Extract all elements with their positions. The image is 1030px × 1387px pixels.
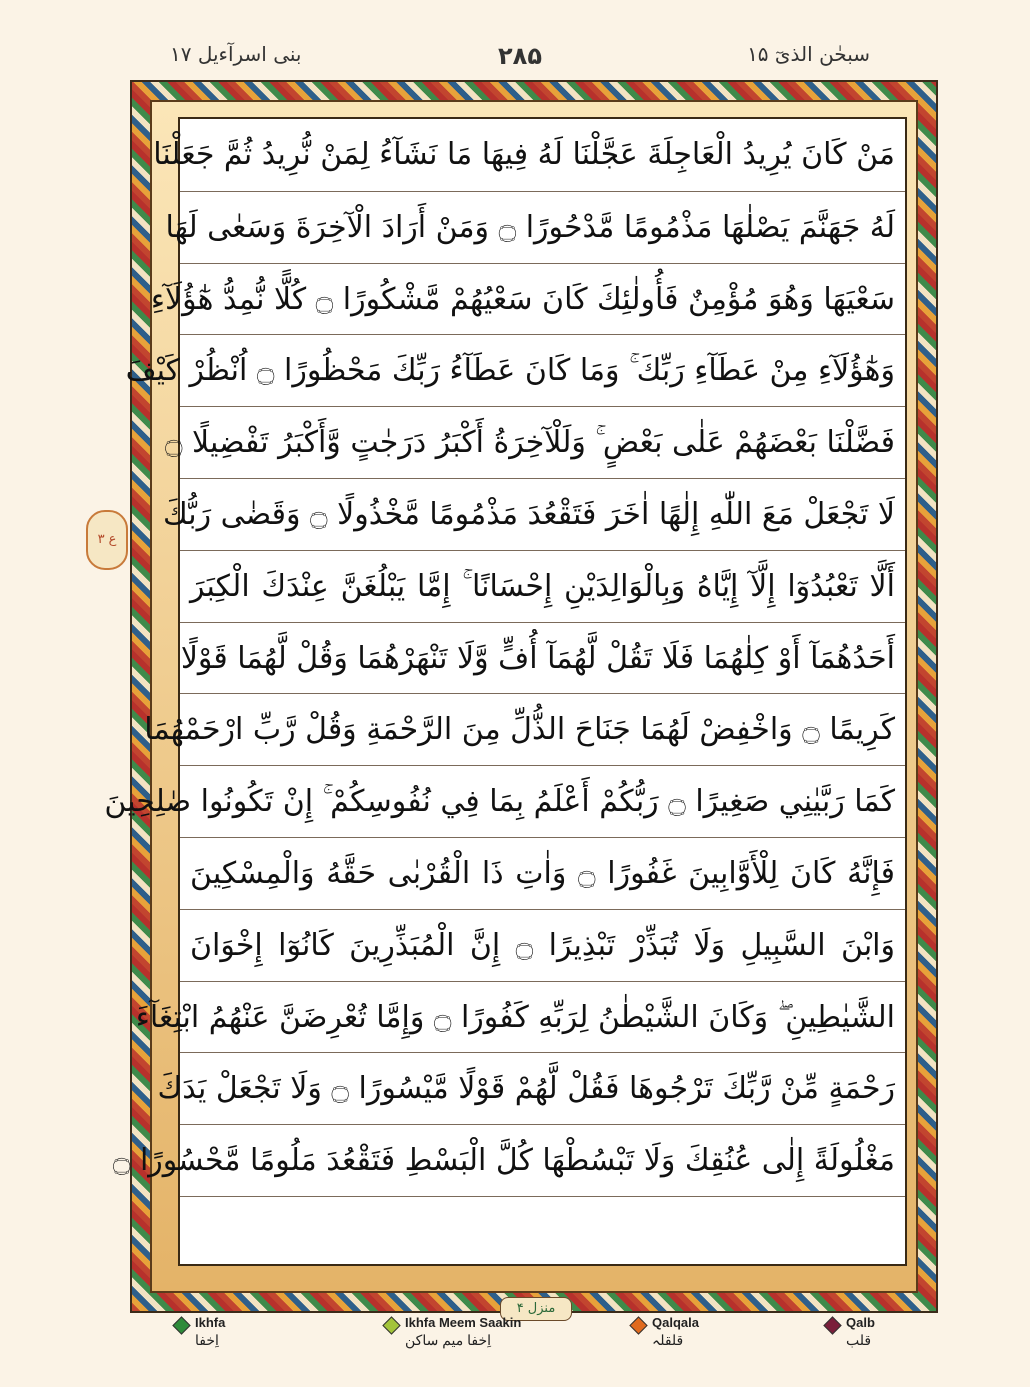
text-line: الشَّيٰطِينِ ۖ وَكَانَ الشَّيْطٰنُ لِرَبِّهِ كَفُورًا ۝ وَإِمَّا تُعْرِضَنَّ عَنْهُمُ ابْتِغَآءَ — [180, 981, 905, 1053]
legend-label-ur: قلب — [846, 1332, 872, 1348]
header-juz-name: سبحٰن الذیٓ ۱۵ — [747, 42, 870, 66]
legend-label-en: Qalqala — [652, 1315, 699, 1330]
text-line: وَابْنَ السَّبِيلِ وَلَا تُبَذِّرْ تَبْذِيرًا ۝ إِنَّ الْمُبَذِّرِينَ كَانُوٓا إِخْوَانَ — [180, 909, 905, 981]
text-line: فَإِنَّهُ كَانَ لِلْأَوَّابِينَ غَفُورًا ۝ وَاٰتِ ذَا الْقُرْبٰى حَقَّهُ وَالْمِسْكِينَ — [180, 837, 905, 909]
diamond-icon — [823, 1316, 841, 1334]
diamond-icon — [172, 1316, 190, 1334]
text-line: سَعْيَهَا وَهُوَ مُؤْمِنٌ فَأُولٰئِكَ كَانَ سَعْيُهُمْ مَّشْكُورًا ۝ كُلًّا نُّمِدُّ هٰٓؤُلَآءِ — [180, 263, 905, 335]
text-line: وَهٰٓؤُلَآءِ مِنْ عَطَآءِ رَبِّكَ ۚ وَمَا كَانَ عَطَآءُ رَبِّكَ مَحْظُورًا ۝ اُنْظُرْ كَيْفَ — [180, 334, 905, 406]
header-surah-name: بنی اسرآءیل ۱۷ — [170, 42, 302, 66]
legend-label-ur: قلقلہ — [652, 1332, 684, 1348]
text-line: لَهُ جَهَنَّمَ يَصْلٰهَا مَذْمُومًا مَّدْحُورًا ۝ وَمَنْ أَرَادَ الْآخِرَةَ وَسَعٰى لَهَا — [180, 191, 905, 263]
legend-label-ur: اِخفا — [195, 1332, 219, 1348]
text-line: مَغْلُولَةً إِلٰى عُنُقِكَ وَلَا تَبْسُطْهَا كُلَّ الْبَسْطِ فَتَقْعُدَ مَلُومًا مَّحْسُورًا ۝ — [180, 1124, 905, 1196]
text-line: رَحْمَةٍ مِّنْ رَّبِّكَ تَرْجُوهَا فَقُلْ لَّهُمْ قَوْلًا مَّيْسُورًا ۝ وَلَا تَجْعَلْ يَدَكَ — [180, 1052, 905, 1124]
text-line: أَلَّا تَعْبُدُوٓا إِلَّآ إِيَّاهُ وَبِالْوَالِدَيْنِ إِحْسَانًا ۚ إِمَّا يَبْلُغَنَّ عِنْدَكَ الْكِبَرَ — [180, 550, 905, 622]
legend-label-ur: اِخفا میم ساکن — [405, 1332, 492, 1348]
text-line: أَحَدُهُمَآ أَوْ كِلٰهُمَا فَلَا تَقُلْ لَّهُمَآ أُفٍّ وَّلَا تَنْهَرْهُمَا وَقُلْ لَّهُمَا قَوْلًا — [180, 622, 905, 694]
text-line: مَنْ كَانَ يُرِيدُ الْعَاجِلَةَ عَجَّلْنَا لَهُ فِيهَا مَا نَشَآءُ لِمَنْ نُّرِيدُ ثُمَّ جَعَلْنَا — [153, 137, 895, 172]
diamond-icon — [629, 1316, 647, 1334]
page-number: ۲۸۵ — [498, 42, 542, 70]
legend-label-en: Qalb — [846, 1315, 875, 1330]
diamond-icon — [382, 1316, 400, 1334]
text-line: كَرِيمًا ۝ وَاخْفِضْ لَهُمَا جَنَاحَ الذُّلِّ مِنَ الرَّحْمَةِ وَقُلْ رَّبِّ ارْحَمْهُمَا — [180, 693, 905, 765]
text-line — [180, 1196, 905, 1268]
legend-label-en: Ikhfa Meem Saakin — [405, 1315, 522, 1330]
text-line: لَا تَجْعَلْ مَعَ اللّٰهِ إِلٰهًا اٰخَرَ فَتَقْعُدَ مَذْمُومًا مَّخْذُولًا ۝ وَقَضٰى رَبُّكَ — [180, 478, 905, 550]
text-line: فَضَّلْنَا بَعْضَهُمْ عَلٰى بَعْضٍ ۚ وَلَلْآخِرَةُ أَكْبَرُ دَرَجٰتٍ وَّأَكْبَرُ تَفْضِيلًا ۝ — [180, 406, 905, 478]
ruku-marker: ع ٣ — [86, 510, 128, 570]
legend-label-en: Ikhfa — [195, 1315, 226, 1330]
manzil-label: منزل ۴ — [500, 1297, 572, 1321]
text-line: كَمَا رَبَّيٰنِي صَغِيرًا ۝ رَبُّكُمْ أَعْلَمُ بِمَا فِي نُفُوسِكُمْ ۚ إِنْ تَكُونُوا صٰلِحِينَ — [180, 765, 905, 837]
